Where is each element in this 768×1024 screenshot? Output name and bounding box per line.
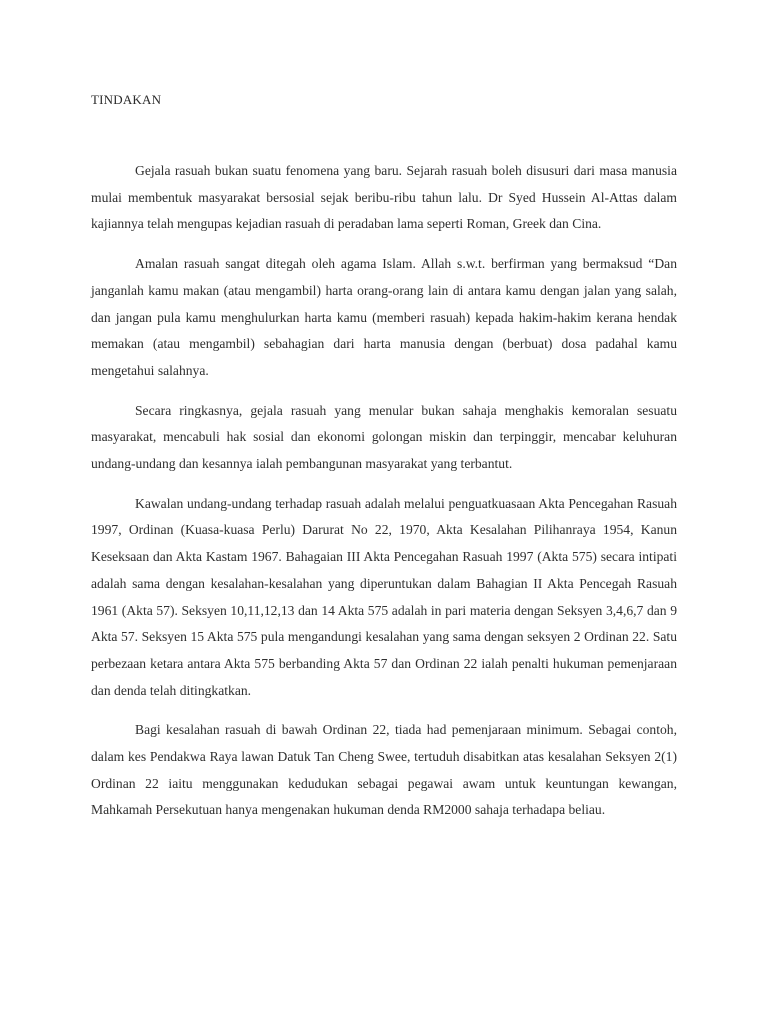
paragraph-1: Gejala rasuah bukan suatu fenomena yang baru. Sejarah rasuah boleh disusuri dari masa manusia mulai membentuk masyarakat bersosial sejak beribu-ribu tahun lalu. Dr Syed Hussein Al-Attas dalam kajiannya telah mengupas kejadian rasuah di peradaban lama seperti Roman, Greek dan Cina. bbox=[91, 163, 677, 232]
paragraph-5: Bagi kesalahan rasuah di bawah Ordinan 22, tiada had pemenjaraan minimum. Sebagai contoh, dalam kes Pendakwa Raya lawan Datuk Tan Cheng Swee, tertuduh disabitkan atas kesalahan Seksyen 2(1) Ordinan 22 iaitu menggunakan kedudukan sebagai pegawai awam untuk keuntungan kewangan, Mahkamah Persekutuan hanya mengenakan hukuman denda RM2000 sahaja terhadapa beliau. bbox=[91, 722, 677, 818]
document-body bbox=[91, 158, 677, 837]
document-heading: TINDAKAN bbox=[91, 92, 162, 107]
paragraph-2: Amalan rasuah sangat ditegah oleh agama Islam. Allah s.w.t. berfirman yang bermaksud “Dan janganlah kamu makan (atau mengambil) harta orang-orang lain di antara kamu dengan jalan yang salah, dan jangan pula kamu menghulurkan harta kamu (memberi rasuah) kepada hakim-hakim kerana hendak memakan (atau mengambil) sebahagian dari harta manusia dengan (berbuat) dosa padahal kamu mengetahui salahnya. bbox=[91, 256, 677, 378]
paragraph-3: Secara ringkasnya, gejala rasuah yang menular bukan sahaja menghakis kemoralan sesuatu masyarakat, mencabuli hak sosial dan ekonomi golongan miskin dan terpinggir, mencabar keluhuran undang-undang dan kesannya ialah pembangunan masyarakat yang terbantut. bbox=[91, 402, 677, 472]
paragraph-4: Kawalan undang-undang terhadap rasuah adalah melalui penguatkuasaan Akta Pencegahan Rasuah 1997, Ordinan (Kuasa-kuasa Perlu) Darurat No 22, 1970, Akta Kesalahan Pilihanraya 1954, Kanun Keseksaan dan Akta Kastam 1967. Bahagaian III Akta Pencegahan Rasuah 1997 (Akta 575) secara intipati adalah sama dengan kesalahan-kesalahan yang diperuntukan dalam Bahagian II Akta Pencegah Rasuah 1961 (Akta 57). Seksyen 10,11,12,13 dan 14 Akta 575 adalah in pari materia dengan Seksyen 3,4,6,7 dan 9 Akta 57. Seksyen 15 Akta 575 pula mengandungi kesalahan yang sama dengan seksyen 2 Ordinan 22. Satu perbezaan ketara antara Akta 575 berbanding Akta 57 dan Ordinan 22 ialah penalti hukuman pemenjaraan dan denda telah ditingkatkan. bbox=[91, 495, 677, 698]
